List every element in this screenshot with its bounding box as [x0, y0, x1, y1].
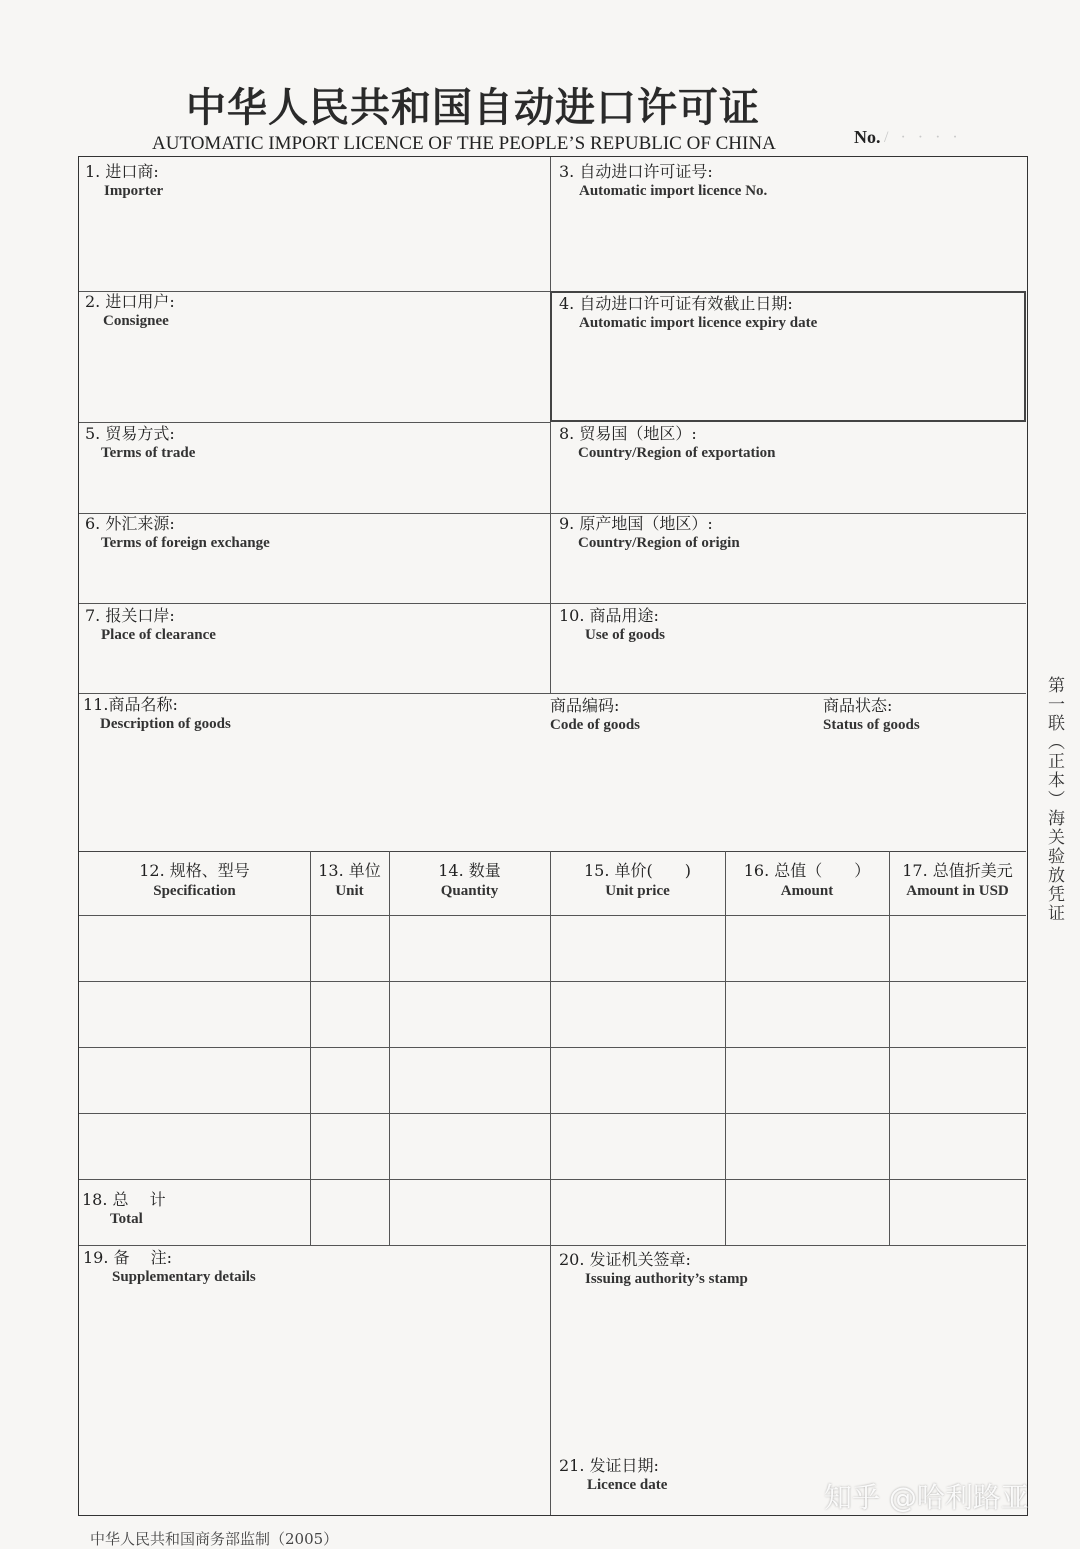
- field-label-en: Code of goods: [550, 717, 641, 734]
- field-label-en: Issuing authority’s stamp: [585, 1271, 748, 1288]
- column-label-en: Amount in USD: [906, 883, 1009, 900]
- field-label-en: Terms of trade: [101, 445, 196, 462]
- field-place-of-clearance: [85, 607, 216, 645]
- row-divider: [79, 1047, 1026, 1048]
- field-description-of-goods: [83, 696, 231, 734]
- field-label-cn: 2. 进口用户:: [85, 292, 175, 311]
- column-divider: [550, 157, 551, 693]
- field-importer: [85, 163, 163, 201]
- row-divider: [79, 513, 1026, 514]
- licence-form: [78, 156, 1028, 1516]
- column-divider: [725, 851, 726, 1245]
- field-consignee: [85, 293, 175, 331]
- column-label-cn: 14. 数量: [438, 861, 501, 880]
- column-label-cn: 12. 规格、型号: [139, 861, 250, 880]
- field-label-en: Description of goods: [100, 716, 231, 733]
- column-label-cn: 13. 单位: [318, 861, 381, 880]
- row-divider: [79, 981, 1026, 982]
- field-label-en: Status of goods: [823, 717, 920, 734]
- column-label-cn: 15. 单价( ): [583, 861, 692, 880]
- row-divider: [79, 851, 1026, 852]
- column-label-cn: 16. 总值（ ）: [743, 861, 871, 880]
- field-label-en: Country/Region of exportation: [578, 445, 776, 462]
- field-label-cn: 商品编码:: [550, 696, 620, 715]
- field-label-cn: 4. 自动进口许可证有效截止日期:: [559, 294, 793, 313]
- footer-issuer: 中华人民共和国商务部监制（2005）: [90, 1530, 339, 1548]
- total-row-label: [82, 1191, 166, 1229]
- field-licence-no: [559, 163, 767, 201]
- col-header-amount: [725, 862, 889, 901]
- field-label-en: Terms of foreign exchange: [101, 535, 270, 552]
- field-label-cn: 11.商品名称:: [83, 695, 178, 714]
- field-label-cn: 21. 发证日期:: [559, 1456, 659, 1475]
- column-divider: [889, 851, 890, 1245]
- field-foreign-exchange: [85, 515, 270, 553]
- field-terms-of-trade: [85, 425, 195, 463]
- field-country-exportation: [559, 425, 776, 463]
- col-header-specification: [79, 862, 310, 901]
- row-divider: [79, 1179, 1026, 1180]
- field-label-cn: 10. 商品用途:: [559, 606, 659, 625]
- field-label-cn: 5. 贸易方式:: [85, 424, 175, 443]
- column-label-en: Unit: [335, 883, 364, 900]
- column-label-en: Amount: [780, 883, 834, 900]
- column-divider: [389, 851, 390, 1245]
- field-country-origin: [559, 515, 740, 553]
- field-label-cn: 6. 外汇来源:: [85, 514, 175, 533]
- field-label-en: Place of clearance: [101, 627, 216, 644]
- field-label-cn: 8. 贸易国（地区）:: [559, 424, 697, 443]
- licence-number-value: / · · · ·: [884, 129, 962, 146]
- row-divider: [79, 915, 1026, 916]
- field-issuing-authority-stamp: [559, 1251, 748, 1289]
- field-label-cn: 18. 总 计: [82, 1190, 166, 1209]
- col-header-unit: [310, 862, 389, 901]
- field-use-of-goods: [559, 607, 665, 645]
- column-label-en: Quantity: [440, 883, 499, 900]
- row-divider: [79, 1245, 1026, 1246]
- field-status-of-goods: [823, 697, 920, 735]
- watermark: 知乎 @哈利路亚: [824, 1481, 1029, 1514]
- field-label-en: Use of goods: [585, 627, 666, 644]
- row-divider: [79, 1113, 1026, 1114]
- field-label-en: Automatic import licence No.: [579, 183, 768, 200]
- field-label-en: Country/Region of origin: [578, 535, 740, 552]
- field-label-cn: 1. 进口商:: [85, 162, 159, 181]
- col-header-unit-price: [550, 862, 725, 901]
- field-label-cn: 7. 报关口岸:: [85, 606, 175, 625]
- field-label-en: Consignee: [103, 313, 169, 330]
- field-label-cn: 20. 发证机关签章:: [559, 1250, 691, 1269]
- field-expiry-date: [559, 295, 817, 333]
- field-label-en: Automatic import licence expiry date: [579, 315, 818, 332]
- row-divider: [79, 693, 1026, 694]
- field-label-en: Supplementary details: [112, 1269, 256, 1286]
- copy-designation-note: 第一联（正本）海关验放凭证: [1044, 676, 1064, 923]
- licence-number-label: No.: [854, 127, 881, 147]
- licence-title-chinese: 中华人民共和国自动进口许可证: [186, 85, 760, 131]
- row-divider: [79, 422, 550, 423]
- col-header-amount-usd: [889, 862, 1026, 901]
- field-code-of-goods: [550, 697, 640, 735]
- field-label-cn: 9. 原产地国（地区）:: [559, 514, 713, 533]
- field-label-en: Total: [110, 1211, 143, 1228]
- column-label-en: Unit price: [605, 883, 670, 900]
- field-licence-date: [559, 1457, 667, 1495]
- column-label-en: Specification: [153, 883, 236, 900]
- field-label-en: Importer: [104, 183, 164, 200]
- field-label-cn: 商品状态:: [823, 696, 893, 715]
- col-header-quantity: [389, 862, 550, 901]
- column-divider: [550, 851, 551, 1515]
- licence-title-english: AUTOMATIC IMPORT LICENCE OF THE PEOPLE’S REPUBLIC OF CHINA: [152, 133, 776, 154]
- field-label-cn: 3. 自动进口许可证号:: [559, 162, 713, 181]
- row-divider: [79, 603, 1026, 604]
- field-supplementary-details: [83, 1249, 256, 1287]
- column-label-cn: 17. 总值折美元: [902, 861, 1013, 880]
- column-divider: [310, 851, 311, 1245]
- field-label-cn: 19. 备 注:: [83, 1248, 173, 1267]
- field-label-en: Licence date: [587, 1477, 668, 1494]
